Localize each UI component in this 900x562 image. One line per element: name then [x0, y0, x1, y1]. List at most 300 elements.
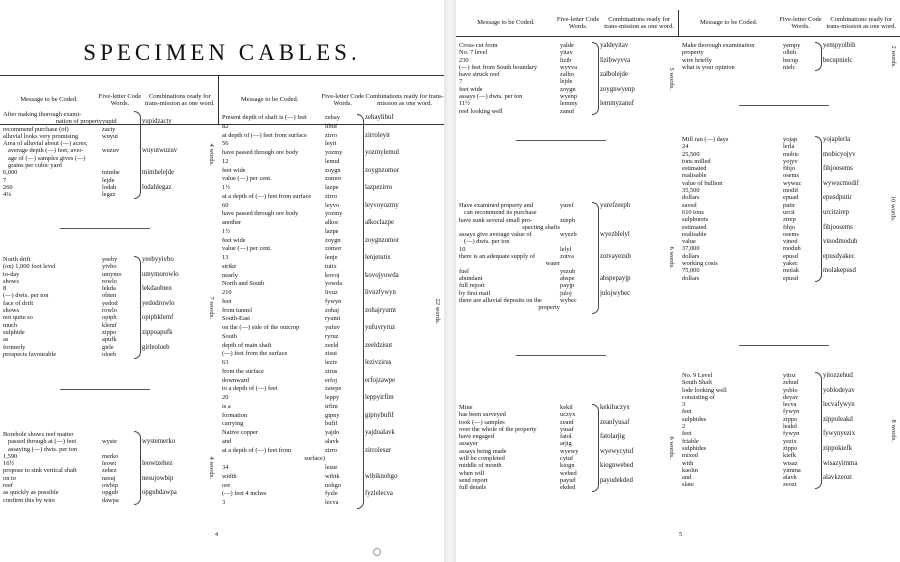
table-row — [456, 419, 678, 426]
message-text: abundant — [459, 274, 483, 282]
code-word: osems — [783, 172, 799, 180]
combination-word: kiognwebed — [600, 462, 634, 470]
code-word: zisut — [325, 350, 338, 358]
message-text: (—) dwts. per ton — [464, 238, 510, 246]
book-gutter — [444, 0, 456, 562]
table-row — [456, 440, 678, 447]
table-row — [0, 300, 218, 307]
message-text: 37,000 — [682, 245, 700, 253]
table-row — [219, 455, 444, 464]
message-text: confirm this by wire — [3, 496, 56, 504]
combination-word: yoblodeyav — [823, 386, 855, 394]
code-word: merko — [102, 452, 119, 460]
combination-word: lodahlegaz — [142, 183, 172, 191]
combination-word: zotvayezub — [600, 253, 631, 261]
word-count-text: 6 words. — [667, 436, 675, 460]
message-text: kaolin — [682, 466, 698, 474]
code-word: gipny — [325, 411, 340, 419]
combination-word: opgubdawpa — [142, 489, 177, 497]
header-code: Five-letter Code Words. — [556, 15, 600, 30]
code-word: bufif — [325, 420, 338, 428]
table-row — [0, 147, 218, 154]
code-word: umymo — [102, 270, 122, 278]
table-row — [679, 438, 900, 445]
message-text: 11½ — [459, 100, 470, 108]
bracket-brace — [357, 114, 364, 509]
header-code: Five-letter Code Words. — [321, 92, 364, 107]
message-text: realisable — [682, 172, 707, 180]
table-row — [0, 314, 218, 321]
cable-section — [0, 256, 218, 359]
combination-word: girleoloeb — [142, 343, 170, 351]
table-row — [219, 175, 444, 184]
word-count-text: 4 words. — [207, 143, 215, 167]
table-row — [219, 324, 444, 333]
code-word: kekil — [560, 404, 573, 411]
combination-word: yurefzeeph — [600, 202, 631, 209]
message-text: have engaged — [459, 433, 494, 441]
message-text: 3 — [222, 499, 226, 506]
message-text: 7 — [3, 176, 7, 184]
message-text: 1½ — [222, 227, 230, 235]
message-text: (—) feet 4 inches — [222, 490, 267, 498]
message-text: carrying — [222, 420, 244, 428]
table-row — [456, 448, 678, 455]
combination-word: opiphklemf — [142, 314, 174, 322]
message-text: send report — [459, 476, 488, 484]
code-word: yupid — [102, 118, 117, 126]
code-word: kovoj — [325, 271, 340, 279]
message-text: 34 — [222, 464, 229, 471]
message-text: sulphide — [3, 328, 25, 336]
message-text: estimated — [682, 165, 707, 173]
table-row — [0, 111, 218, 118]
word-count-label — [206, 256, 216, 359]
table-row — [679, 267, 900, 274]
message-text: fuel — [459, 267, 469, 275]
code-word: mobic — [783, 150, 799, 158]
table-row — [0, 453, 218, 460]
bracket-brace — [592, 42, 599, 115]
code-word: zirep — [783, 216, 796, 224]
table-row — [456, 455, 678, 462]
table-row — [0, 278, 218, 285]
combination-word: yufuvryruz — [365, 324, 396, 331]
table-row — [0, 177, 218, 184]
table-row — [0, 271, 218, 278]
table-row — [219, 245, 444, 254]
message-text: 230 — [459, 56, 469, 64]
code-word: lecva — [783, 401, 797, 409]
message-text: estimated — [682, 223, 707, 231]
message-text: much — [3, 321, 18, 329]
table-row — [0, 191, 218, 198]
code-word: tutix — [325, 262, 337, 270]
bracket-brace — [134, 431, 141, 505]
left-page — [0, 0, 444, 562]
table-row — [456, 411, 678, 418]
message-text: 6,000 — [3, 169, 18, 177]
code-word: ryruz — [325, 332, 339, 340]
message-text: recommend purchase (of) — [3, 125, 69, 133]
message-text: 82 — [222, 122, 229, 130]
message-text: assays being made — [459, 447, 507, 455]
table-row — [456, 224, 678, 231]
table-row — [679, 42, 900, 49]
message-text: After making thorough exami- — [3, 111, 82, 118]
message-text: took (—) samples — [459, 418, 505, 426]
table-row — [219, 394, 444, 403]
combination-word: zohajryumt — [365, 306, 396, 314]
cable-section — [679, 372, 900, 489]
combination-word: lecvafywyn — [823, 401, 855, 409]
header-combination: Combinations ready for trans-mission as one word. — [144, 92, 215, 107]
combination-word: zippoapufk — [142, 328, 173, 336]
message-text: friable — [682, 437, 699, 445]
message-text: 1½ — [222, 184, 230, 191]
table-row — [456, 64, 678, 71]
message-text: wire briefly — [682, 56, 712, 64]
code-word: obten — [102, 292, 117, 300]
code-word: wyste — [102, 438, 117, 446]
table-row — [219, 219, 444, 228]
table-row — [219, 315, 444, 324]
message-text: feet — [222, 297, 232, 305]
message-text: 60 — [222, 201, 229, 209]
bracket-brace — [815, 372, 822, 489]
table-row — [0, 475, 218, 482]
code-word: erfoj — [325, 376, 338, 384]
table-row — [679, 158, 900, 165]
message-text: sulphides — [682, 444, 707, 452]
message-text: South-East — [222, 315, 251, 323]
message-text: age of (—) samples gives (—) — [8, 154, 86, 162]
message-text: 12 — [222, 157, 229, 165]
code-word: zirro — [325, 446, 338, 454]
word-count-label — [888, 372, 898, 489]
message-text: No. 7 level — [459, 49, 488, 57]
table-row — [679, 401, 900, 408]
combination-word: livuzfywyn — [365, 289, 396, 296]
code-word: wisaz — [783, 459, 798, 467]
message-text: (—) feet from South boundary — [459, 63, 538, 71]
code-word: lesur — [325, 464, 338, 471]
message-text: feet — [682, 430, 692, 438]
code-word: lekda — [102, 285, 116, 293]
word-count-label — [206, 111, 216, 199]
code-word: zirro — [325, 131, 338, 139]
code-word: yojyv — [783, 157, 798, 165]
code-word: putir — [783, 201, 796, 209]
word-count-label — [666, 42, 676, 115]
code-word: girle — [102, 343, 114, 351]
combination-word: julojwybec — [600, 289, 631, 297]
word-count-label — [888, 42, 898, 71]
code-word: fywyn — [325, 297, 342, 305]
code-word: rowlo — [102, 277, 117, 285]
code-word: zirro — [325, 192, 338, 200]
message-text: specting shafts — [522, 223, 560, 231]
code-word: zoygn — [560, 85, 576, 93]
word-count-label — [206, 431, 216, 505]
code-word: yimma — [783, 466, 801, 474]
message-text: Borehole shows reef matter — [3, 431, 74, 438]
code-word: leakd — [783, 423, 797, 431]
code-word: zehay — [325, 114, 340, 121]
table-row — [219, 429, 444, 438]
code-word: wyezb — [560, 231, 577, 239]
table-row — [219, 202, 444, 211]
code-word: yakec — [783, 260, 798, 268]
message-text: assayer — [459, 440, 478, 448]
message-text: Mill ran (—) days — [682, 136, 729, 143]
table-row — [219, 342, 444, 351]
code-word: zehud — [783, 379, 799, 387]
code-word: juloj — [560, 289, 572, 297]
code-word: zotva — [560, 253, 574, 261]
message-text: there are alluvial deposits on the — [459, 296, 542, 304]
header-combination: Combinations ready for trans-mission as one word. — [604, 15, 674, 30]
table-row — [679, 209, 900, 216]
code-word: yempy — [783, 42, 801, 49]
message-text: realisable — [682, 230, 707, 238]
code-word: fyzle — [325, 490, 338, 498]
message-text: 210 — [222, 289, 232, 296]
code-word: lazpe — [325, 184, 339, 191]
message-text: property — [538, 304, 560, 312]
message-text: dollars — [682, 252, 700, 260]
code-word: yozmy — [325, 149, 343, 156]
message-text: 10 — [459, 245, 466, 253]
table-row — [679, 136, 900, 143]
table-row — [219, 420, 444, 429]
table-row — [219, 114, 444, 123]
message-text: 75,000 — [682, 267, 700, 275]
code-word: modif — [783, 187, 799, 195]
combination-word: lizibwyvva — [600, 56, 631, 64]
code-word: apufk — [102, 336, 117, 344]
combination-word: gipnybufif — [365, 411, 394, 419]
message-text: assaying (—) dwts. per ton — [8, 445, 78, 453]
message-text: sulphides — [682, 415, 707, 423]
code-word: zacty — [102, 125, 116, 133]
message-text: 63 — [222, 359, 229, 366]
table-row — [0, 336, 218, 343]
message-text: South — [222, 332, 237, 340]
combination-word: zoygnwyenp — [600, 85, 635, 93]
cable-section — [456, 404, 678, 492]
combination-word: wisazyimma — [823, 459, 858, 467]
bracket-brace — [815, 136, 822, 282]
table-row — [456, 86, 678, 93]
combination-word: yempyolbih — [823, 42, 856, 49]
code-word: ekded — [560, 484, 576, 492]
table-row — [0, 263, 218, 270]
code-word: yalde — [560, 42, 574, 49]
cable-section — [219, 114, 444, 509]
code-word: yoblo — [783, 386, 798, 394]
message-text: as quickly as possible — [3, 489, 59, 497]
bracket-brace — [134, 111, 141, 199]
table-row — [0, 438, 218, 445]
word-count-text: 6 words. — [667, 246, 675, 270]
combination-word: zirroleyit — [365, 131, 390, 139]
message-text: face of drift — [3, 299, 34, 307]
code-word: yezub — [560, 267, 576, 275]
combination-word: fywynyezix — [823, 430, 856, 438]
combination-word: yeebyyivbo — [142, 256, 174, 263]
message-text: property — [682, 49, 704, 57]
message-text: dollars — [682, 194, 700, 202]
message-text: Have examined property and — [459, 202, 533, 209]
message-text: alluvial looks very promising — [3, 132, 79, 140]
message-text: tons milled — [682, 157, 711, 165]
message-text: shows — [3, 307, 19, 315]
table-row — [0, 431, 218, 438]
table-row — [219, 403, 444, 412]
table-row — [219, 167, 444, 176]
message-text: have passed through ore body — [222, 210, 299, 218]
word-count-text: 8 words. — [889, 419, 897, 442]
bracket-brace — [592, 404, 599, 492]
column-1 — [0, 76, 218, 504]
code-word: wyvva — [560, 63, 578, 71]
section-divider — [60, 389, 150, 390]
combination-word: molakepusd — [823, 267, 856, 275]
word-count-text: 10 words. — [889, 196, 897, 222]
bracket-brace — [815, 42, 822, 71]
table-row — [679, 452, 900, 459]
combination-word: fyzlelecva — [365, 490, 393, 498]
combination-word: erfojzawpe — [365, 376, 396, 384]
header-code: Five-letter Code Words. — [779, 15, 822, 30]
table-row — [219, 132, 444, 141]
code-word: leyit — [325, 140, 337, 148]
code-word: zippo — [783, 444, 798, 452]
message-text: have struck reef — [459, 71, 500, 79]
code-word: zeanf — [560, 418, 574, 426]
table-row — [679, 151, 900, 158]
code-word: rowlo — [102, 307, 117, 315]
code-word: wuzuv — [102, 147, 120, 155]
code-word: lenje — [325, 254, 338, 261]
table-row — [456, 484, 678, 491]
table-row — [679, 467, 900, 474]
table-row — [219, 385, 444, 394]
message-text: 1,590 — [3, 452, 18, 460]
table-row — [219, 307, 444, 316]
table-row — [0, 489, 218, 496]
code-word: lemul — [325, 157, 340, 165]
combination-word: yedodrowlo — [142, 299, 175, 307]
message-text: depth of main shaft — [222, 341, 272, 349]
code-word: fywyn — [783, 430, 800, 438]
combination-word: yupidzacty — [142, 118, 172, 126]
code-word: zeeph — [560, 216, 575, 224]
combination-word: lazpezirro — [365, 184, 393, 191]
column-header — [456, 10, 678, 37]
combination-word: kekiluczyx — [600, 404, 630, 411]
combination-word: urcitzirep — [823, 208, 850, 216]
combination-word: yaldeyitav — [600, 42, 629, 49]
code-word: lecva — [325, 499, 339, 506]
code-word: zanuf — [560, 107, 575, 115]
table-row — [0, 285, 218, 292]
table-row — [456, 42, 678, 49]
table-row — [456, 275, 678, 282]
code-word: wuyut — [102, 132, 118, 140]
message-text: saved — [682, 201, 697, 209]
code-word: urcit — [783, 208, 795, 216]
message-text: strike — [222, 262, 237, 270]
table-row — [219, 140, 444, 149]
message-text: (—) feet from the surface — [222, 350, 288, 358]
table-row — [679, 216, 900, 223]
cable-section — [456, 202, 678, 314]
combination-word: lemmyzanuf — [600, 100, 634, 108]
message-text: is a — [222, 402, 231, 410]
message-text: on the (—) side of the outcrop — [222, 324, 300, 331]
right-code-table — [456, 10, 900, 492]
code-word: leziv — [325, 359, 338, 366]
header-combination: Combinations ready for trans-mission as one word. — [826, 15, 897, 30]
section-divider — [60, 228, 150, 229]
word-count-text: 2 words. — [889, 45, 897, 68]
message-text: downward — [222, 376, 249, 384]
code-word: cytuf — [560, 455, 574, 463]
code-word: lejde — [102, 176, 115, 184]
table-row — [679, 394, 900, 401]
table-row — [219, 254, 444, 263]
code-word: osems — [783, 230, 799, 238]
code-word: zehez — [102, 467, 117, 475]
word-count-text: 7 words. — [207, 296, 215, 319]
code-word: fihjo — [783, 165, 796, 173]
column-2 — [218, 76, 444, 506]
code-word: epuad — [783, 194, 799, 202]
table-row — [0, 460, 218, 467]
combination-word: alavkzeozt — [823, 474, 853, 482]
table-row — [679, 180, 900, 187]
code-word: wybec — [560, 296, 577, 304]
table-row — [0, 467, 218, 474]
table-row — [679, 460, 900, 467]
combination-word: epusdputir — [823, 194, 852, 202]
combination-word: fihjoosems — [823, 165, 853, 173]
table-row — [456, 231, 678, 238]
message-text: slate — [682, 481, 694, 489]
header-message: Message to be Coded. — [240, 96, 299, 104]
code-word: kiogn — [560, 462, 575, 470]
combination-word: leyvoyozmy — [365, 201, 399, 209]
message-text: North and South — [222, 280, 265, 288]
right-page — [456, 0, 900, 562]
table-row — [219, 499, 444, 508]
table-row — [219, 289, 444, 298]
message-text: reef looking well — [459, 107, 503, 115]
table-row — [219, 333, 444, 342]
message-text: by first mail — [459, 289, 491, 297]
message-text: to a depth of (—) feet — [222, 385, 278, 393]
message-text: Mine — [459, 404, 473, 411]
message-text: not quite so — [3, 314, 33, 322]
table-row — [456, 57, 678, 64]
cable-section — [679, 42, 900, 71]
combination-word: becupnielc — [823, 56, 853, 64]
table-row — [456, 304, 678, 311]
word-count-text: 22 words. — [434, 298, 442, 325]
code-word: payjp — [560, 282, 575, 290]
